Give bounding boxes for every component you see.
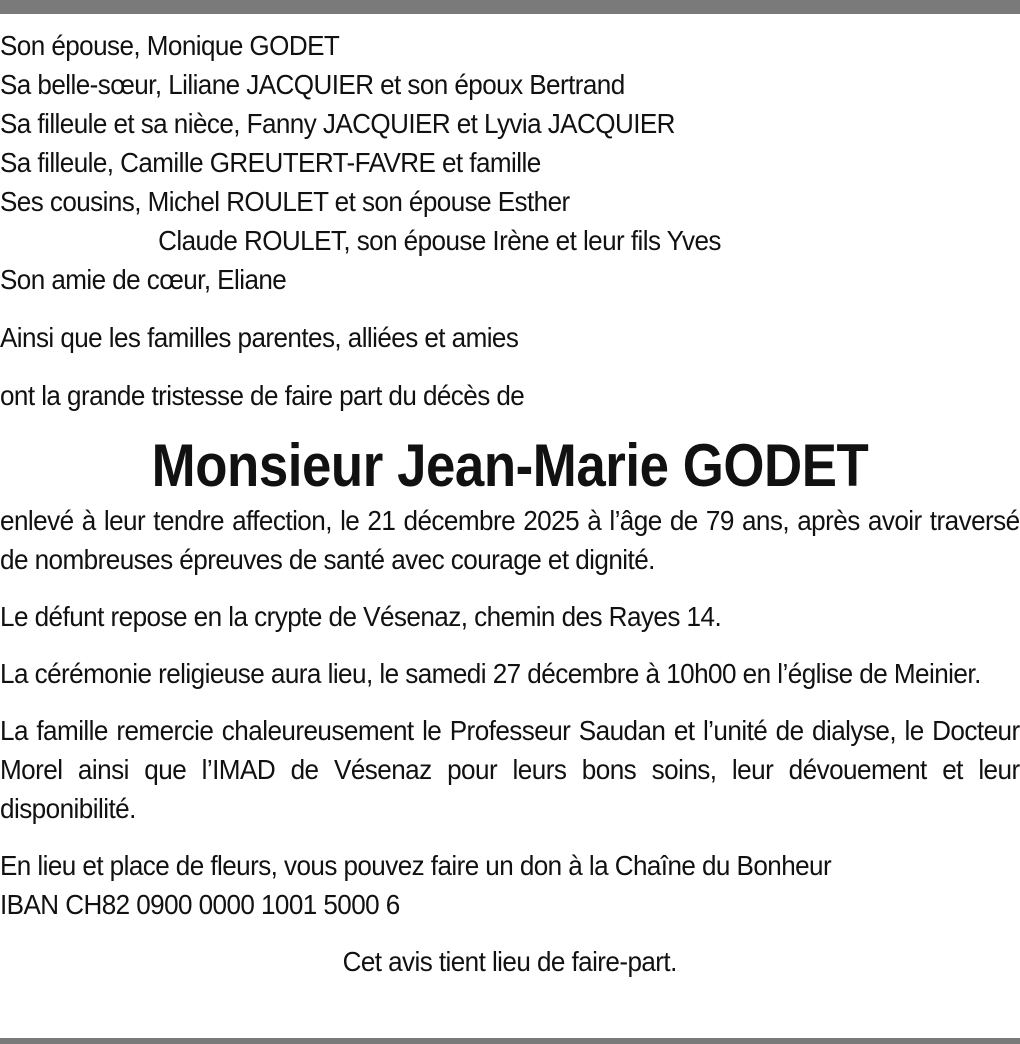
family-line: Son amie de cœur, Eliane <box>0 264 287 295</box>
top-rule <box>0 0 1020 14</box>
paragraph-repose: Le défunt repose en la crypte de Vésenaz, chemin des Rayes 14. <box>0 601 722 632</box>
bottom-rule <box>0 1038 1020 1044</box>
donation-line: En lieu et place de fleurs, vous pouvez faire un don à la Chaîne du Bonheur <box>0 850 832 881</box>
donation-block <box>0 846 1020 924</box>
paragraph-ceremony: La cérémonie religieuse aura lieu, le samedi 27 décembre à 10h00 en l’église de Meinier. <box>0 658 981 689</box>
paragraph-wrapper <box>0 597 1020 636</box>
paragraph-wrapper <box>0 501 1020 579</box>
paragraph-wrapper <box>0 711 1020 828</box>
family-line: Sa filleule et sa nièce, Fanny JACQUIER et Lyvia JACQUIER <box>0 108 675 139</box>
obituary-notice <box>0 26 1020 981</box>
family-line: Sa belle-sœur, Liliane JACQUIER et son époux Bertrand <box>0 69 625 100</box>
family-line-indented: Claude ROULET, son épouse Irène et leur fils Yves <box>158 225 721 256</box>
family-line: Son épouse, Monique GODET <box>0 30 340 61</box>
deceased-name: Monsieur Jean-Marie GODET <box>151 432 869 499</box>
announcement-line: ont la grande tristesse de faire part du décès de <box>0 380 525 411</box>
paragraph-wrapper <box>0 654 1020 693</box>
extended-family-line: Ainsi que les familles parentes, alliées et amies <box>0 322 519 353</box>
family-line: Sa filleule, Camille GREUTERT-FAVRE et famille <box>0 147 541 178</box>
paragraph-passing: enlevé à leur tendre affection, le 21 décembre 2025 à l’âge de 79 ans, après avoir traversé de nombreuses épreuves de santé avec courage et dignité. <box>0 505 1020 575</box>
paragraph-thanks: La famille remercie chaleureusement le Professeur Saudan et l’unité de dialyse, le Docteur Morel ainsi que l’IMAD de Vésenaz pour leurs bons soins, leur dévouement et leur disponibilité. <box>0 715 1020 824</box>
family-line: Ses cousins, Michel ROULET et son épouse Esther <box>0 186 570 217</box>
iban-line: IBAN CH82 0900 0000 1001 5000 6 <box>0 889 400 920</box>
closing-line <box>0 942 1020 981</box>
closing-text: Cet avis tient lieu de faire-part. <box>342 946 678 977</box>
